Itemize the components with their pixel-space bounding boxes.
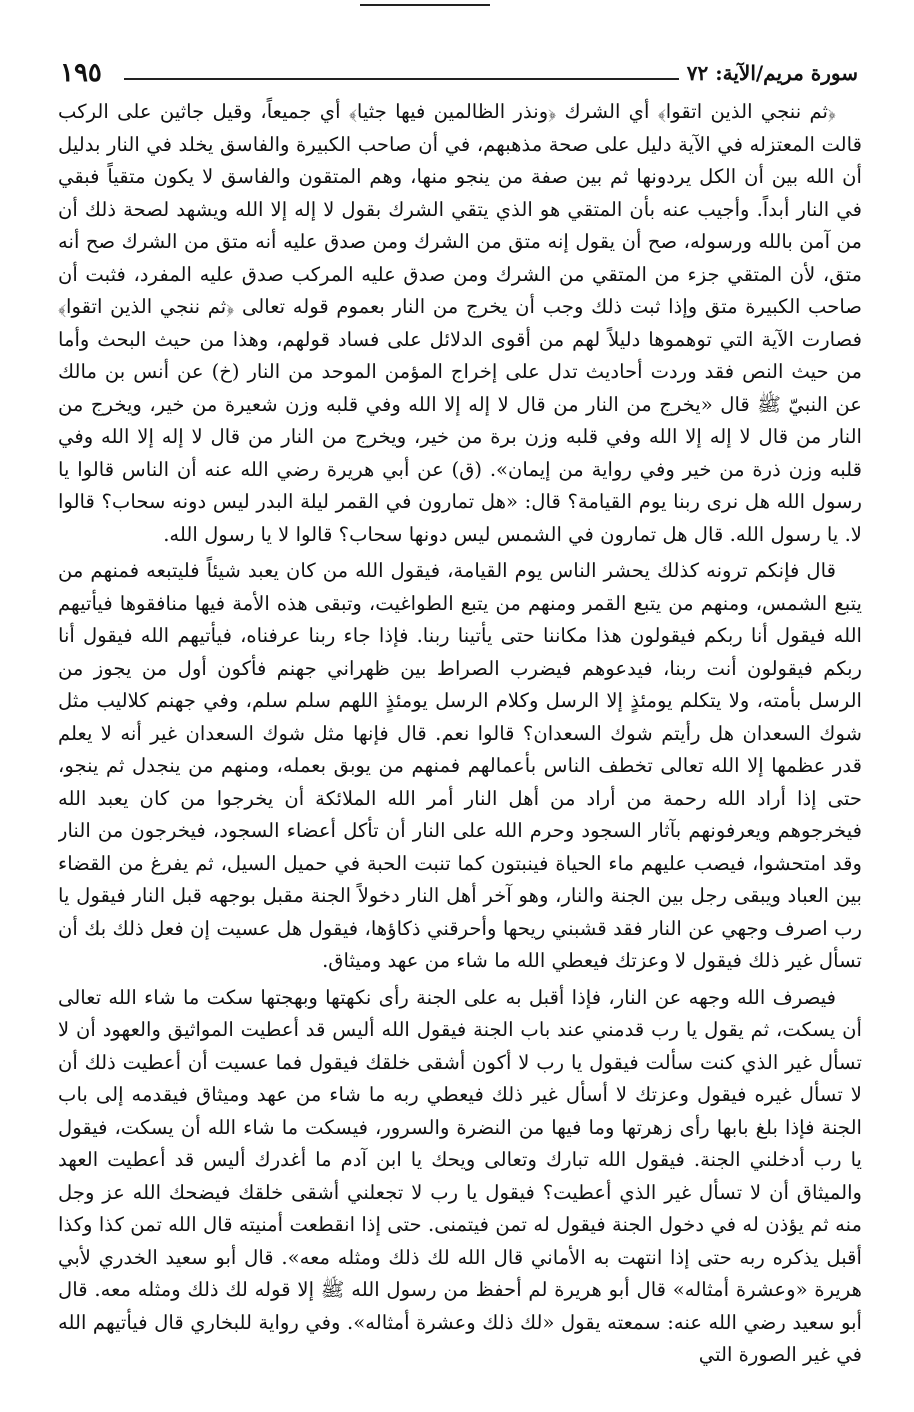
header-rule bbox=[124, 78, 679, 80]
paragraph: ﴿ثم ننجي الذين اتقوا﴾ أي الشرك ﴿ونذر الظالمين فيها جثيا﴾ أي جميعاً، وقيل جاثين على الركب قالت المعتزله في الآية دليل على صحة مذهبهم، في أن صاحب الكبيرة والفاسق يخلد في النار بدليل أن الله بين أن الكل يردونها ثم بين صفة من ينجو منها، وهم المتقون والفاسق لا يكون متقياً فبقي في النار أبداً. وأجيب عنه بأن المتقي هو الذي يتقي الشرك بقول لا إله إلا الله ويشهد لصحة ذلك أن من آمن بالله ورسوله، صح أن يقول إنه متق من الشرك ومن صدق عليه أنه متق من الشرك صح أنه متق، لأن المتقي جزء من المتقي من الشرك ومن صدق عليه المركب صدق عليه المفرد، فثبت أن صاحب الكبيرة متق وإذا ثبت ذلك وجب أن يخرج من النار بعموم قوله تعالى ﴿ثم ننجي الذين اتقوا﴾ فصارت الآية التي توهموها دليلاً لهم من أقوى الدلائل على فساد قولهم، وهذا من حيث البحث وأما من حيث النص فقد وردت أحاديث تدل على إخراج المؤمن الموحد من النار (خ) عن أنس بن مالك عن النبيّ ﷺ قال «يخرج من النار من قال لا إله إلا الله وفي قلبه وزن شعيرة من خير، ويخرج من النار من قال لا إله إلا الله وفي قلبه وزن برة من خير، ويخرج من النار من قال لا إله إلا الله وفي قلبه وزن ذرة من خير وفي رواية من إيمان». (ق) عن أبي هريرة رضي الله عنه أن الناس قالوا يا رسول الله هل نرى ربنا يوم القيامة؟ قال: «هل تمارون في القمر ليلة البدر ليس دونه سحاب؟ قالوا لا. يا رسول الله. قال هل تمارون في الشمس ليس دونها سحاب؟ قالوا لا يا رسول الله. bbox=[58, 100, 862, 546]
running-head bbox=[60, 55, 858, 91]
top-edge-rule bbox=[360, 4, 490, 6]
header-title: سورة مريم/الآية: ٧٢ bbox=[686, 61, 858, 85]
body-text bbox=[58, 96, 862, 1372]
page-number: ١٩٥ bbox=[60, 58, 102, 88]
paragraph: فيصرف الله وجهه عن النار، فإذا أقبل به على الجنة رأى نكهتها وبهجتها سكت ما شاء الله تعالى أن يسكت، ثم يقول يا رب قدمني عند باب الجنة فيقول الله أليس قد أعطيت المواثيق والعهود أن لا تسأل غير الذي كنت سألت فيقول يا رب لا أكون أشقى خلقك فيقول فما عسيت أن أعطيت ذلك أن لا تسأل غيره فيقول وعزتك لا أسأل غير ذلك فيعطي ربه ما شاء من عهد وميثاق فيقدمه إلى باب الجنة فإذا بلغ بابها رأى زهرتها وما فيها من النضرة والسرور، فيسكت ما شاء الله أن يسكت، فيقول يا رب أدخلني الجنة. فيقول الله تبارك وتعالى ويحك يا ابن آدم ما أغدرك أليس قد أعطيت العهد والميثاق أن لا تسأل غير الذي أعطيت؟ فيقول يا رب لا تجعلني أشقى خلقك فيضحك الله عز وجل منه ثم يؤذن له في دخول الجنة فيقول له تمن فيتمنى. حتى إذا انقطعت أمنيته قال الله تمن كذا وكذا أقبل يذكره ربه حتى إذا انتهت به الأماني قال الله لك ذلك ومثله معه». قال أبو سعيد الخدري لأبي هريرة «وعشرة أمثاله» قال أبو هريرة لم أحفظ من رسول الله ﷺ إلا قوله لك ذلك ومثله معه. قال أبو سعيد رضي الله عنه: سمعته يقول «لك ذلك وعشرة أمثاله». وفي رواية للبخاري قال فيأتيهم الله في غير الصورة التي bbox=[58, 985, 862, 1366]
paragraph: قال فإنكم ترونه كذلك يحشر الناس يوم القيامة، فيقول الله من كان يعبد شيئاً فليتبعه فمنهم من يتبع الشمس، ومنهم من يتبع القمر ومنهم من يتبع الطواغيت، وتبقى هذه الأمة فيها منافقوها فيأتيهم الله فيقول أنا ربكم فيقولون هذا مكاننا حتى يأتينا ربنا. فإذا جاء ربنا عرفناه، فيأتيهم الله فيقول أنا ربكم فيقولون أنت ربنا، فيدعوهم فيضرب الصراط بين ظهراني جهنم فأكون أول من يجوز من الرسل بأمته، ولا يتكلم يومئذٍ إلا الرسل وكلام الرسل يومئذٍ اللهم سلم سلم، وفي جهنم كلاليب مثل شوك السعدان هل رأيتم شوك السعدان؟ قالوا نعم. قال فإنها مثل شوك السعدان غير أنه لا يعلم قدر عظمها إلا الله تعالى تخطف الناس بأعمالهم فمنهم من يوبق بعمله، ومنهم من ينجدل ثم ينجو، حتى إذا أراد الله رحمة من أراد من أهل النار أمر الله الملائكة أن يخرجوا من كان يعبد الله فيخرجوهم ويعرفونهم بآثار السجود وحرم الله على النار أن تأكل أعضاء السجود، فيخرجون من النار وقد امتحشوا، فيصب عليهم ماء الحياة فينبتون كما تنبت الحبة في حميل السيل، ثم يفرغ من القضاء بين العباد ويبقى رجل بين الجنة والنار، وهو آخر أهل النار دخولاً الجنة مقبل بوجهه قبل النار فيقول يا رب اصرف وجهي عن النار فقد قشبني ريحها وأحرقني ذكاؤها، فيقول هل عسيت إن فعل ذلك بك أن تسأل غير ذلك فيقول لا وعزتك فيعطي الله ما شاء من عهد وميثاق. bbox=[58, 559, 862, 972]
